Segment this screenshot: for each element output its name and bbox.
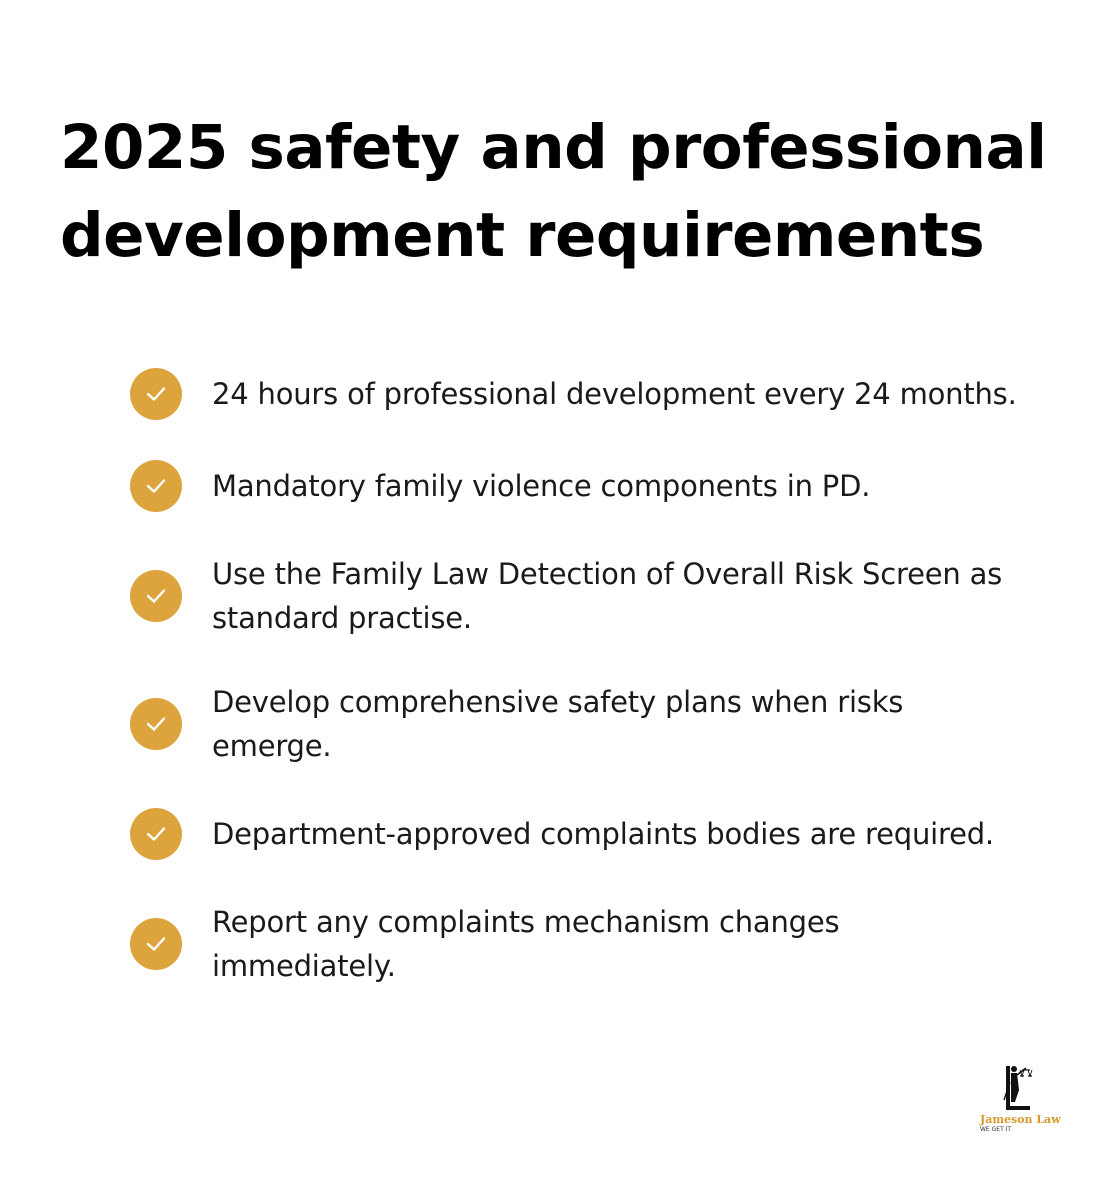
list-item-line: standard practise.	[212, 601, 472, 635]
brand-name: Jameson Law	[980, 1113, 1061, 1126]
list-item-text	[212, 812, 1062, 856]
check-icon	[130, 570, 182, 622]
page-title-line-1: 2025 safety and professional	[60, 112, 1047, 183]
list-item-text	[212, 680, 1062, 768]
check-icon	[130, 368, 182, 420]
list-item-line: Develop comprehensive safety plans when risks	[212, 685, 904, 719]
list-item-text	[212, 552, 1062, 640]
check-icon	[130, 918, 182, 970]
check-icon	[130, 460, 182, 512]
list-item-line: immediately.	[212, 949, 396, 983]
brand-tagline: WE GET IT	[980, 1126, 1012, 1133]
list-item-line: Use the Family Law Detection of Overall Risk Screen as	[212, 557, 1003, 591]
page-title-line-2: development requirements	[60, 200, 985, 271]
lady-justice-icon	[996, 1060, 1036, 1114]
list-item-line: emerge.	[212, 729, 332, 763]
list-item-text	[212, 464, 1062, 508]
list-item-line: Report any complaints mechanism changes	[212, 905, 840, 939]
list-item-text	[212, 900, 1062, 988]
brand-logo	[974, 1058, 1064, 1138]
list-item-line: 24 hours of professional development every 24 months.	[212, 377, 1017, 411]
list-item-line: Mandatory family violence components in PD.	[212, 469, 871, 503]
list-item-line: Department-approved complaints bodies are required.	[212, 817, 994, 851]
list-item-text	[212, 372, 1062, 416]
check-icon	[130, 698, 182, 750]
check-icon	[130, 808, 182, 860]
